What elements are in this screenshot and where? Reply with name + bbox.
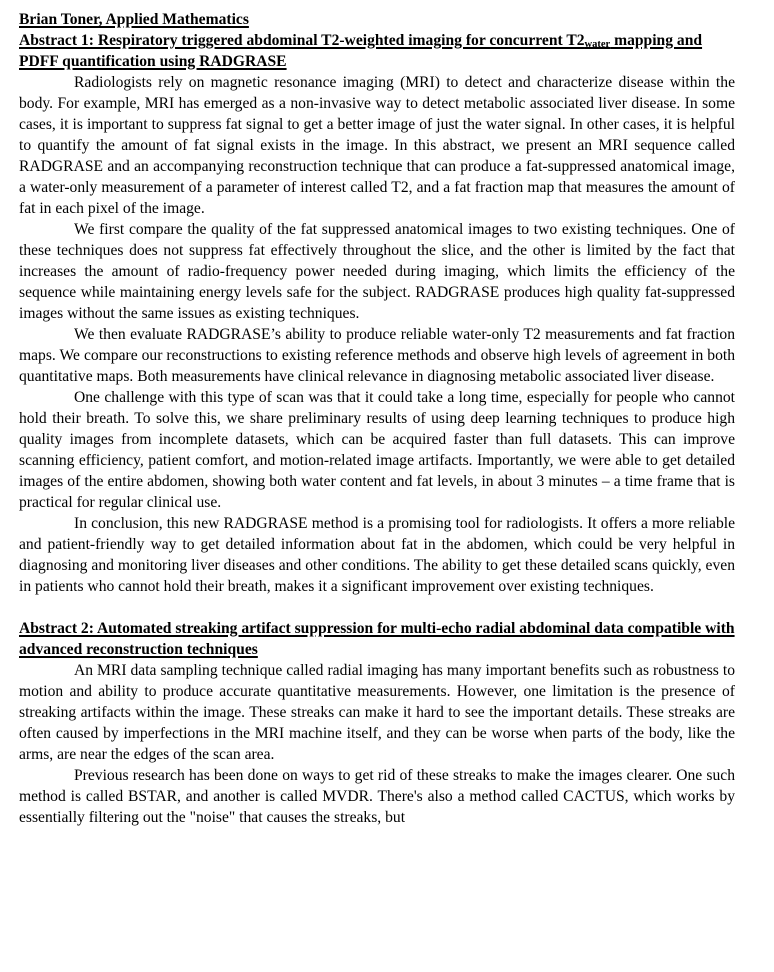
abstract-2 (19, 618, 735, 828)
author-line: Brian Toner, Applied Mathematics (19, 11, 249, 28)
abstract-1-paragraph: Radiologists rely on magnetic resonance imaging (MRI) to detect and characterize disease within the body. For example, MRI has emerged as a non-invasive way to detect metabolic associated liver disease. In some cases, it is important to suppress fat signal to get a better image of just the water signal. In other cases, it is helpful to quantify the amount of fat signal exists in the image. In this abstract, we present an MRI sequence called RADGRASE and an accompanying reconstruction technique that can produce a fat-suppressed anatomical image, a water-only measurement of a parameter of interest called T2, and a fat fraction map that measures the amount of fat in each pixel of the image. (19, 74, 735, 217)
section-spacer (19, 597, 735, 618)
abstract-1-title-subscript: water (584, 39, 611, 50)
abstract-1-paragraph: In conclusion, this new RADGRASE method is a promising tool for radiologists. It offers a more reliable and patient-friendly way to get detailed information about fat in the abdomen, which could be very helpful in diagnosing and monitoring liver diseases and other conditions. The ability to get these detailed scans quickly, even in patients who cannot hold their breath, makes it a significant improvement over existing techniques. (19, 515, 735, 595)
abstract-2-paragraph: An MRI data sampling technique called radial imaging has many important benefits such as robustness to motion and ability to produce accurate quantitative measurements. However, one limitation is the presence of streaking artifacts within the image. These streaks can make it hard to see the important details. These streaks are often caused by imperfections in the MRI machine itself, and they can be worse when parts of the body, like the arms, are near the edges of the scan area. (19, 662, 735, 763)
abstract-2-title: Abstract 2: Automated streaking artifact suppression for multi-echo radial abdominal data compatible with advanced reconstruction techniques (19, 620, 735, 658)
abstract-1-paragraph: We then evaluate RADGRASE’s ability to produce reliable water-only T2 measurements and fat fraction maps. We compare our reconstructions to existing reference methods and observe high levels of agreement in both quantitative maps. Both measurements have clinical relevance in diagnosing metabolic associated liver disease. (19, 326, 735, 385)
abstract-2-paragraph: Previous research has been done on ways to get rid of these streaks to make the images clearer. One such method is called BSTAR, and another is called MVDR. There's also a method called CACTUS, which works by essentially filtering out the "noise" that causes the streaks, but (19, 767, 735, 826)
document-page (19, 9, 735, 828)
abstract-1-paragraph: We first compare the quality of the fat suppressed anatomical images to two existing techniques. One of these techniques does not suppress fat effectively throughout the slice, and the other is limited by the fact that increases the amount of radio-frequency power needed during imaging, which limits the efficiency of the sequence while maintaining energy levels safe for the subject. RADGRASE produces high quality fat-suppressed images without the same issues as existing techniques. (19, 221, 735, 322)
abstract-1-title (19, 30, 735, 72)
abstract-1 (19, 30, 735, 597)
abstract-1-title-main: Abstract 1: Respiratory triggered abdominal T2-weighted imaging for concurrent T2 (19, 32, 585, 49)
abstract-1-title-rest: mapping and PDFF quantification using RADGRASE (19, 32, 703, 70)
abstract-1-paragraph: One challenge with this type of scan was that it could take a long time, especially for people who cannot hold their breath. To solve this, we share preliminary results of using deep learning techniques to produce high quality images from incomplete datasets, which can be acquired faster than full datasets. This can improve scanning efficiency, patient comfort, and motion-related image artifacts. Importantly, we were able to get detailed images of the entire abdomen, showing both water content and fat levels, in about 3 minutes – a time frame that is practical for regular clinical use. (19, 389, 735, 511)
